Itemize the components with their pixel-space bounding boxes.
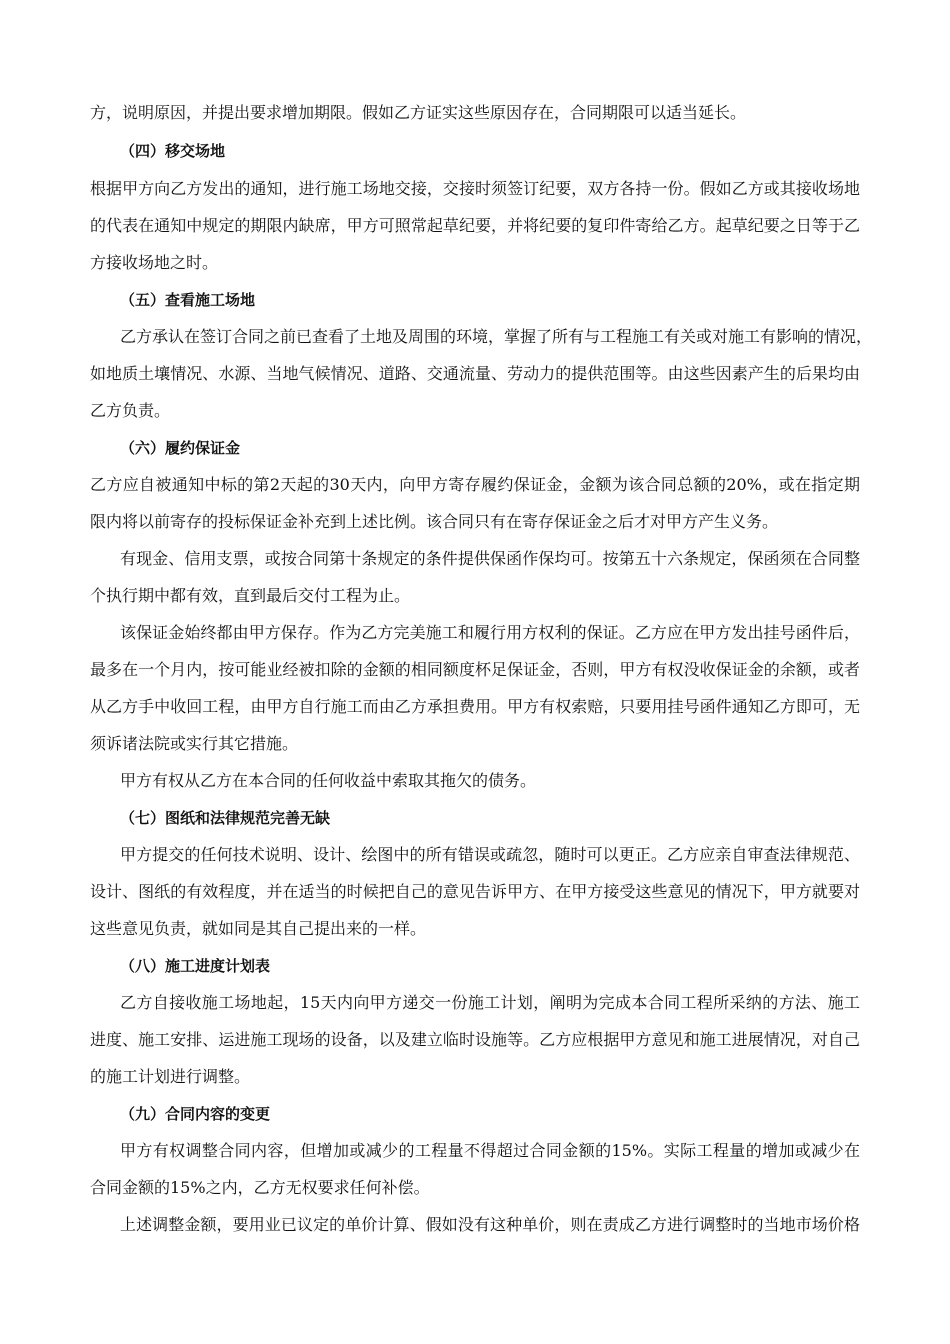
paragraph-line: 如地质土壤情况、水源、当地气候情况、道路、交通流量、劳动力的提供范围等。由这些因素产生的后果均由 [90, 364, 860, 383]
paragraph-line: 乙方负责。 [90, 401, 171, 420]
section-heading-9: （九）合同内容的变更 [120, 1105, 271, 1123]
paragraph-line: 最多在一个月内，按可能业经被扣除的金额的相同额度杯足保证金，否则，甲方有权没收保证金的余额，或者 [90, 660, 860, 679]
paragraph-line: 上述调整金额，要用业已议定的单价计算、假如没有这种单价，则在责成乙方进行调整时的当地市场价格 [120, 1215, 860, 1234]
paragraph-line: 甲方提交的任何技术说明、设计、绘图中的所有错误或疏忽，随时可以更正。乙方应亲自审查法律规范、 [120, 845, 860, 864]
paragraph-line: 乙方应自被通知中标的第2天起的30天内，向甲方寄存履约保证金，金额为该合同总额的20%，或在指定期 [90, 475, 860, 494]
paragraph-line: 的代表在通知中规定的期限内缺席，甲方可照常起草纪要，并将纪要的复印件寄给乙方。起草纪要之日等于乙 [90, 216, 860, 235]
paragraph-line: 设计、图纸的有效程度，并在适当的时候把自己的意见告诉甲方、在甲方接受这些意见的情况下，甲方就要对 [90, 882, 860, 901]
paragraph-line: 方，说明原因，并提出要求增加期限。假如乙方证实这些原因存在，合同期限可以适当延长。 [90, 103, 747, 122]
section-heading-5: （五）查看施工场地 [120, 291, 256, 309]
section-heading-6: （六）履约保证金 [120, 439, 241, 457]
paragraph-line: 的施工计划进行调整。 [90, 1067, 251, 1086]
paragraph-line: 合同金额的15%之内，乙方无权要求任何补偿。 [90, 1178, 430, 1197]
paragraph-line: 限内将以前寄存的投标保证金补充到上述比例。该合同只有在寄存保证金之后才对甲方产生义务。 [90, 512, 779, 531]
paragraph-line: 从乙方手中收回工程，由甲方自行施工而由乙方承担费用。甲方有权索赔，只要用挂号函件通知乙方即可，无 [90, 697, 860, 716]
paragraph-line: 有现金、信用支票，或按合同第十条规定的条件提供保函作保均可。按第五十六条规定，保函须在合同整 [120, 549, 860, 568]
paragraph-line: 方接收场地之时。 [90, 253, 219, 272]
paragraph-line: 个执行期中都有效，直到最后交付工程为止。 [90, 586, 411, 605]
paragraph-line: 进度、施工安排、运进施工现场的设备，以及建立临时设施等。乙方应根据甲方意见和施工进展情况，对自己 [90, 1030, 860, 1049]
section-heading-4: （四）移交场地 [120, 142, 226, 160]
paragraph-line: 根据甲方向乙方发出的通知，进行施工场地交接，交接时须签订纪要，双方各持一份。假如乙方或其接收场地 [90, 179, 860, 198]
paragraph-line: 这些意见负责，就如同是其自己提出来的一样。 [90, 919, 427, 938]
paragraph-line: 乙方承认在签订合同之前已查看了土地及周围的环境，掌握了所有与工程施工有关或对施工有影响的情况， [120, 327, 873, 346]
section-heading-7: （七）图纸和法律规范完善无缺 [120, 809, 331, 827]
section-heading-8: （八）施工进度计划表 [120, 957, 271, 975]
paragraph-line: 甲方有权从乙方在本合同的任何收益中索取其拖欠的债务。 [120, 771, 537, 790]
paragraph-line: 甲方有权调整合同内容，但增加或减少的工程量不得超过合同金额的15%。实际工程量的增加或减少在 [120, 1141, 860, 1160]
paragraph-line: 该保证金始终都由甲方保存。作为乙方完美施工和履行用方权利的保证。乙方应在甲方发出挂号函件后， [120, 623, 860, 642]
paragraph-line: 须诉诸法院或实行其它措施。 [90, 734, 299, 753]
paragraph-line: 乙方自接收施工场地起，15天内向甲方递交一份施工计划，阐明为完成本合同工程所采纳的方法、施工 [120, 993, 860, 1012]
